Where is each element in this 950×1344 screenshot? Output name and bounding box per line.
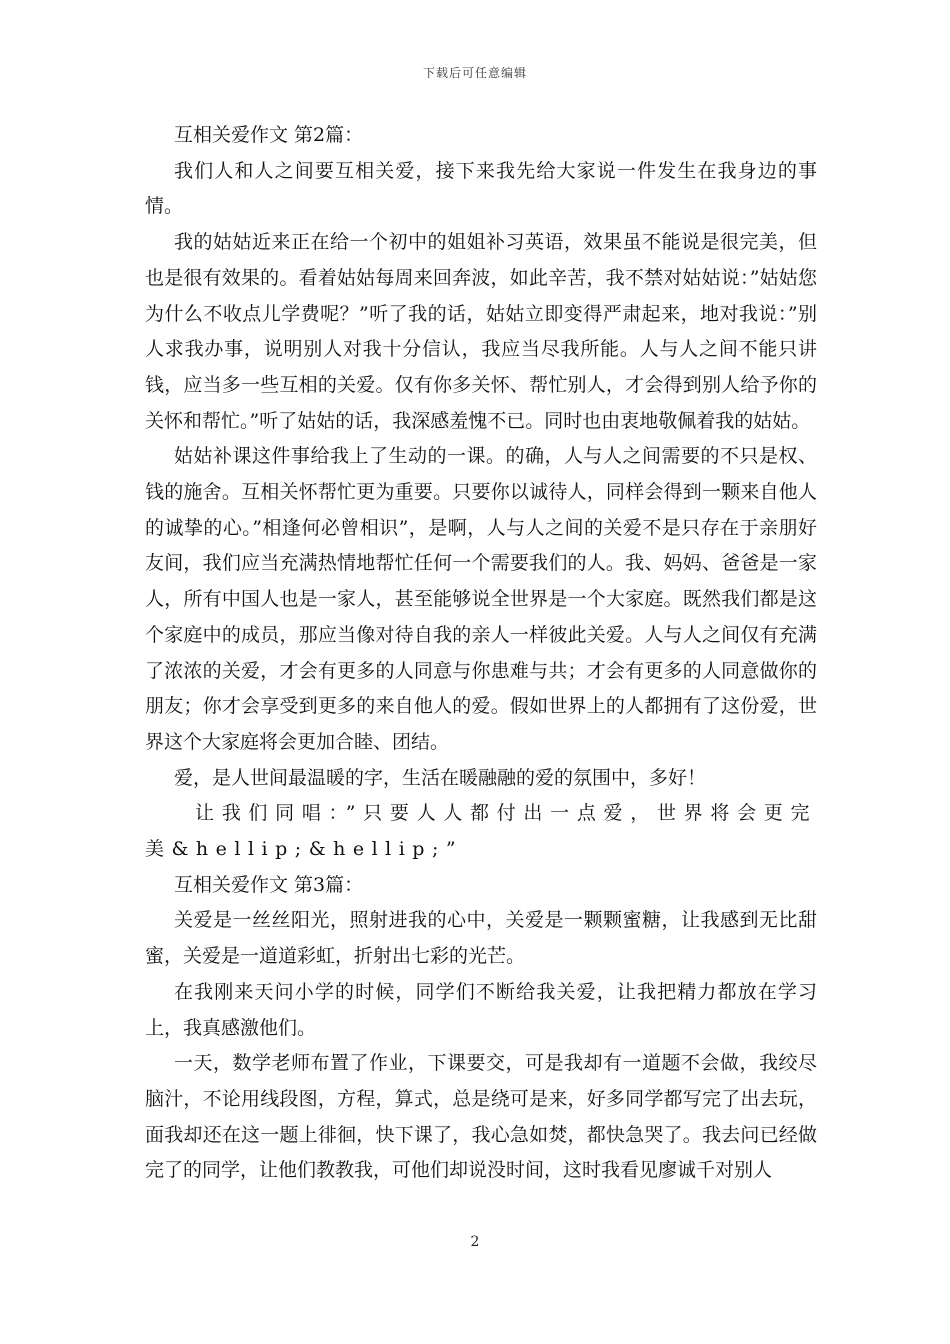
section-heading-3: 互相关爱作文 第3篇：: [174, 873, 364, 896]
paragraph: 姑姑补课这件事给我上了生动的一课。的确，人与人之间需要的不只是权、钱的施舍。互相关怀帮忙更为重要。只要你以诚待人，同样会得到一颗来自他人的诚挚的心。”相逢何必曾相识”，是啊，人与人之间的关爱不是只存在于亲朋好友间，我们应当充满热情地帮忙任何一个需要我们的人。我、妈妈、爸爸是一家人，所有中国人也是一家人，甚至能够说全世界是一个大家庭。既然我们都是这个家庭中的成员，那应当像对待自我的亲人一样彼此关爱。人与人之间仅有充满了浓浓的关爱，才会有更多的人同意与你患难与共；才会有更多的人同意做你的朋友；你才会享受到更多的来自他人的爱。假如世界上的人都拥有了这份爱，世界这个大家庭将会更加合睦、团结。: [145, 445, 817, 753]
paragraph: 一天，数学老师布置了作业，下课要交，可是我却有一道题不会做，我绞尽脑汁，不论用线段图，方程，算式，总是绕可是来，好多同学都写完了出去玩，面我却还在这一题上徘徊，快下课了，我心急如焚，都快急哭了。我去问已经做完了的同学，让他们教教我，可他们却说没时间，这时我看见廖诚千对别人: [145, 1052, 817, 1182]
page-header: 下载后可任意编辑: [422, 66, 527, 80]
paragraph: 我们人和人之间要互相关爱，接下来我先给大家说一件发生在我身边的事情。: [145, 159, 817, 218]
paragraph-song: 让我们同唱：”只要人人都付出一点爱，世界将会更完美&hellip;&hellip;”: [145, 802, 817, 861]
page-number: 2: [470, 1234, 480, 1250]
paragraph: 在我刚来天问小学的时候，同学们不断给我关爱，让我把精力都放在学习上，我真感激他们。: [145, 980, 817, 1039]
paragraph: 我的姑姑近来正在给一个初中的姐姐补习英语，效果虽不能说是很完美，但也是很有效果的。看着姑姑每周来回奔波，如此辛苦，我不禁对姑姑说：”姑姑您为什么不收点儿学费呢？”听了我的话，姑姑立即变得严肃起来，地对我说：”别人求我办事，说明别人对我十分信认，我应当尽我所能。人与人之间不能只讲钱，应当多一些互相的关爱。仅有你多关怀、帮忙别人，才会得到别人给予你的关怀和帮忙。”听了姑姑的话，我深感羞愧不已。同时也由衷地敬佩着我的姑姑。: [145, 231, 817, 432]
paragraph: 爱，是人世间最温暖的字，生活在暖融融的爱的氛围中，多好！: [174, 766, 707, 789]
section-heading-2: 互相关爱作文 第2篇：: [174, 124, 364, 146]
paragraph: 关爱是一丝丝阳光，照射进我的心中，关爱是一颗颗蜜糖，让我感到无比甜蜜，关爱是一道道彩虹，折射出七彩的光芒。: [145, 909, 817, 968]
document-body: [145, 118, 817, 1189]
